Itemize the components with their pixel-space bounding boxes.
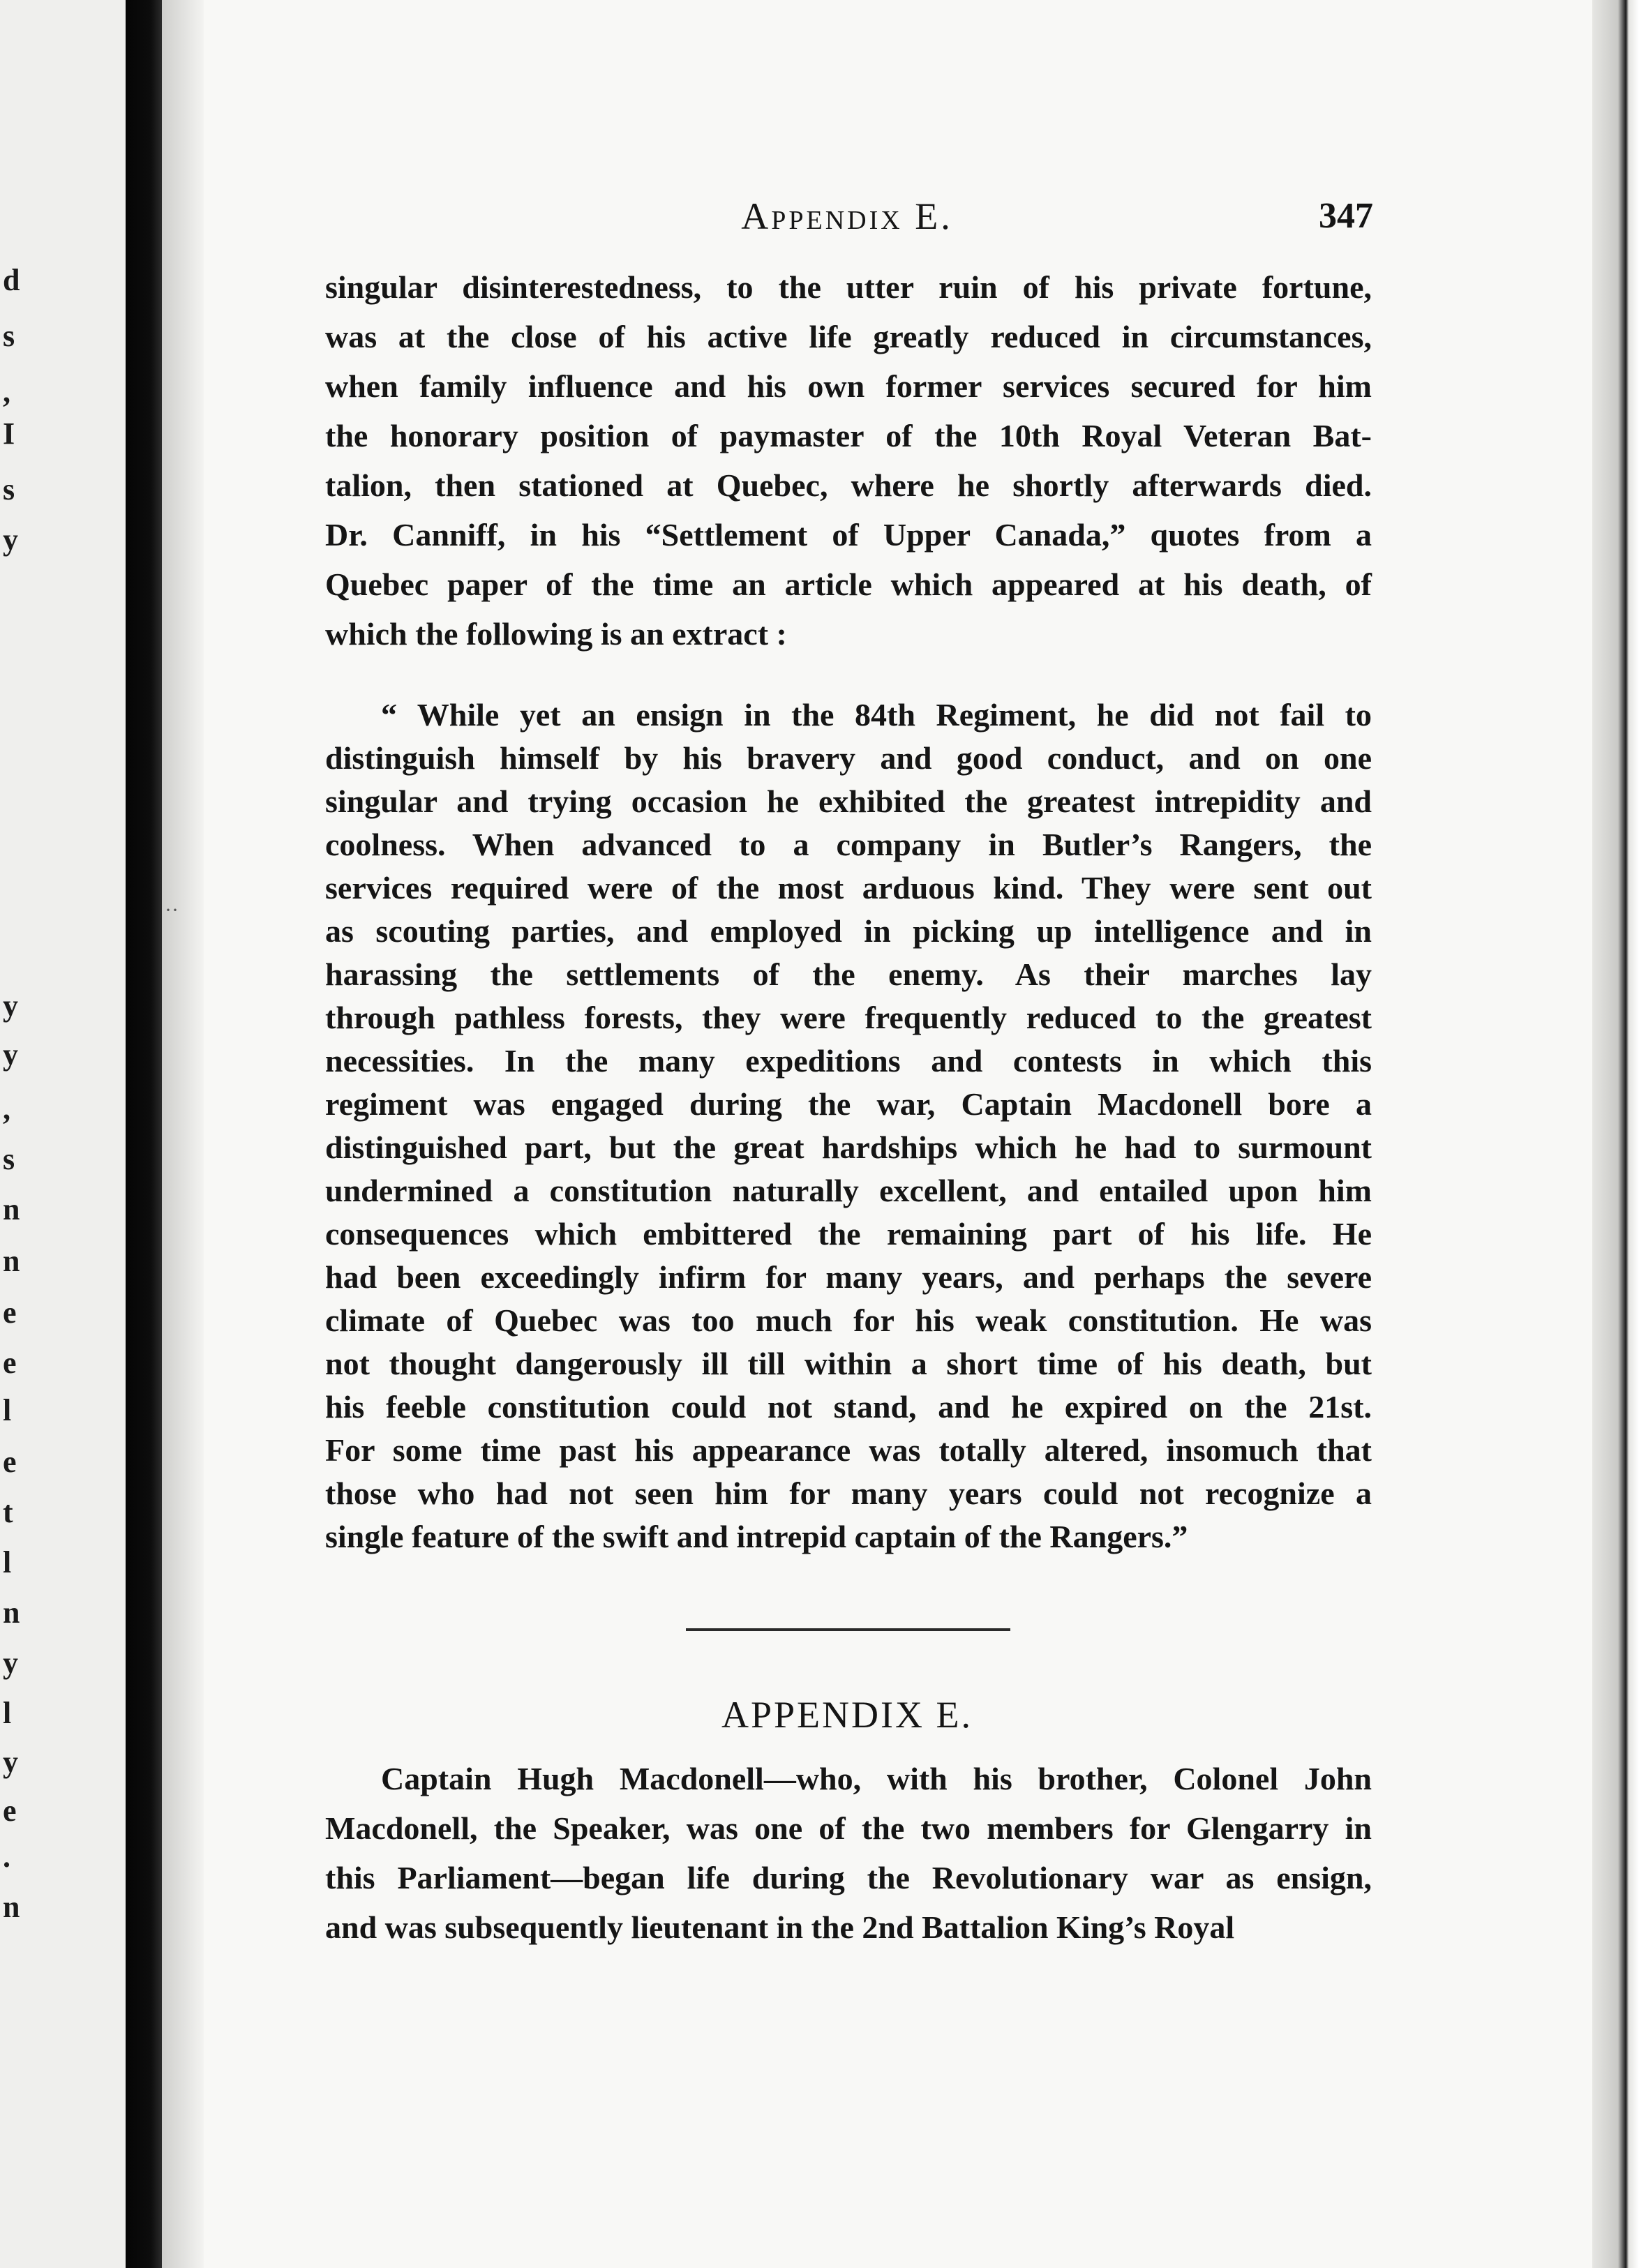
text-line: Macdonell, the Speaker, was one of the two members for Glengarry in [325, 1810, 1372, 1846]
left-page-fragment: l [3, 1545, 12, 1579]
text-line: talion, then stationed at Quebec, where he shortly afterwards died. [325, 467, 1372, 503]
left-page-fragment: t [3, 1495, 13, 1529]
left-page-fragment: s [3, 472, 15, 506]
text-line: harassing the settlements of the enemy. As their marches lay [325, 956, 1372, 992]
left-page-fragment: y [3, 1745, 18, 1779]
left-page-fragment: e [3, 1794, 17, 1828]
left-page-fragment: n [3, 1244, 20, 1278]
text-line: which the following is an extract : [325, 616, 787, 652]
text-line: climate of Quebec was too much for his weak constitution. He was [325, 1302, 1372, 1338]
text-line: Quebec paper of the time an article which appeared at his death, of [325, 566, 1372, 602]
paragraph-2 [325, 1754, 1372, 1952]
section-heading: APPENDIX E. [721, 1694, 973, 1736]
left-page-fragment: l [3, 1696, 12, 1730]
left-page-fragment: y [3, 1646, 18, 1680]
text-line: “ While yet an ensign in the 84th Regiment, he did not fail to [381, 697, 1372, 733]
text-line: when family influence and his own former services secured for him [325, 368, 1372, 404]
left-page-fragment: s [3, 1142, 15, 1176]
left-page-fragment: l [3, 1393, 12, 1427]
text-line: necessities. In the many expeditions and contests in which this [325, 1043, 1372, 1079]
left-page-fragment: y [3, 1037, 18, 1072]
stray-mark: ·· [165, 899, 179, 922]
text-line: singular and trying occasion he exhibited the greatest intrepidity and [325, 783, 1372, 819]
left-page-fragment: e [3, 1445, 17, 1479]
text-line: Dr. Canniff, in his “Settlement of Upper Canada,” quotes from a [325, 517, 1372, 553]
running-title: Appendix E. [741, 195, 953, 237]
left-page-fragment: e [3, 1296, 17, 1330]
left-page-text-fragments [0, 0, 21, 2268]
text-line: For some time past his appearance was totally altered, insomuch that [325, 1432, 1372, 1468]
text-line: undermined a constitution naturally excellent, and entailed upon him [325, 1173, 1372, 1208]
text-line: Captain Hugh Macdonell—who, with his brother, Colonel John [381, 1761, 1372, 1796]
paragraph-1 [325, 262, 1372, 659]
text-line: had been exceedingly infirm for many years, and perhaps the severe [325, 1259, 1372, 1295]
left-page-fragment: , [3, 1092, 10, 1126]
left-page-fragment: y [3, 523, 18, 557]
text-line: those who had not seen him for many years could not recognize a [325, 1475, 1372, 1511]
text-line: was at the close of his active life greatly reduced in circumstances, [325, 319, 1372, 354]
text-line: distinguished part, but the great hardships which he had to surmount [325, 1129, 1372, 1165]
text-line: services required were of the most arduous kind. They were sent out [325, 870, 1372, 906]
gutter-fade [162, 0, 204, 2268]
left-page-fragment: s [3, 319, 15, 353]
text-line: distinguish himself by his bravery and good conduct, and on one [325, 740, 1372, 776]
left-page-fragment: . [3, 1840, 10, 1874]
text-line: through pathless forests, they were frequently reduced to the greatest [325, 1000, 1372, 1035]
left-page-fragment: e [3, 1346, 17, 1380]
text-line: his feeble constitution could not stand, and he expired on the 21st. [325, 1389, 1372, 1425]
left-page-fragment: n [3, 1192, 20, 1226]
left-page-fragment: I [3, 416, 15, 451]
text-line: regiment was engaged during the war, Captain Macdonell bore a [325, 1086, 1372, 1122]
left-page-fragment: d [3, 263, 20, 297]
text-line: this Parliament—began life during the Revolutionary war as ensign, [325, 1860, 1372, 1895]
left-page-fragment: y [3, 989, 18, 1023]
text-line: singular disinterestedness, to the utter ruin of his private fortune, [325, 269, 1372, 305]
book-gutter [126, 0, 162, 2268]
text-line: the honorary position of paymaster of the 10th Royal Veteran Bat- [325, 418, 1372, 453]
running-head [321, 188, 1373, 244]
left-page-fragment: n [3, 1595, 20, 1630]
text-line: consequences which embittered the remaining part of his life. He [325, 1216, 1372, 1252]
page-number: 347 [1319, 196, 1373, 236]
text-line: not thought dangerously ill till within a short time of his death, but [325, 1346, 1372, 1381]
left-page-fragment: n [3, 1890, 20, 1924]
text-line: as scouting parties, and employed in picking up intelligence and in [325, 913, 1372, 949]
section-divider [686, 1628, 1010, 1631]
text-line: and was subsequently lieutenant in the 2nd Battalion King’s Royal [325, 1909, 1235, 1945]
text-line: single feature of the swift and intrepid captain of the Rangers.” [325, 1519, 1188, 1554]
text-line: coolness. When advanced to a company in Butler’s Rangers, the [325, 827, 1372, 862]
left-page-fragment: , [3, 375, 10, 409]
right-page-edge [1592, 0, 1639, 2268]
quoted-extract [325, 693, 1372, 1559]
